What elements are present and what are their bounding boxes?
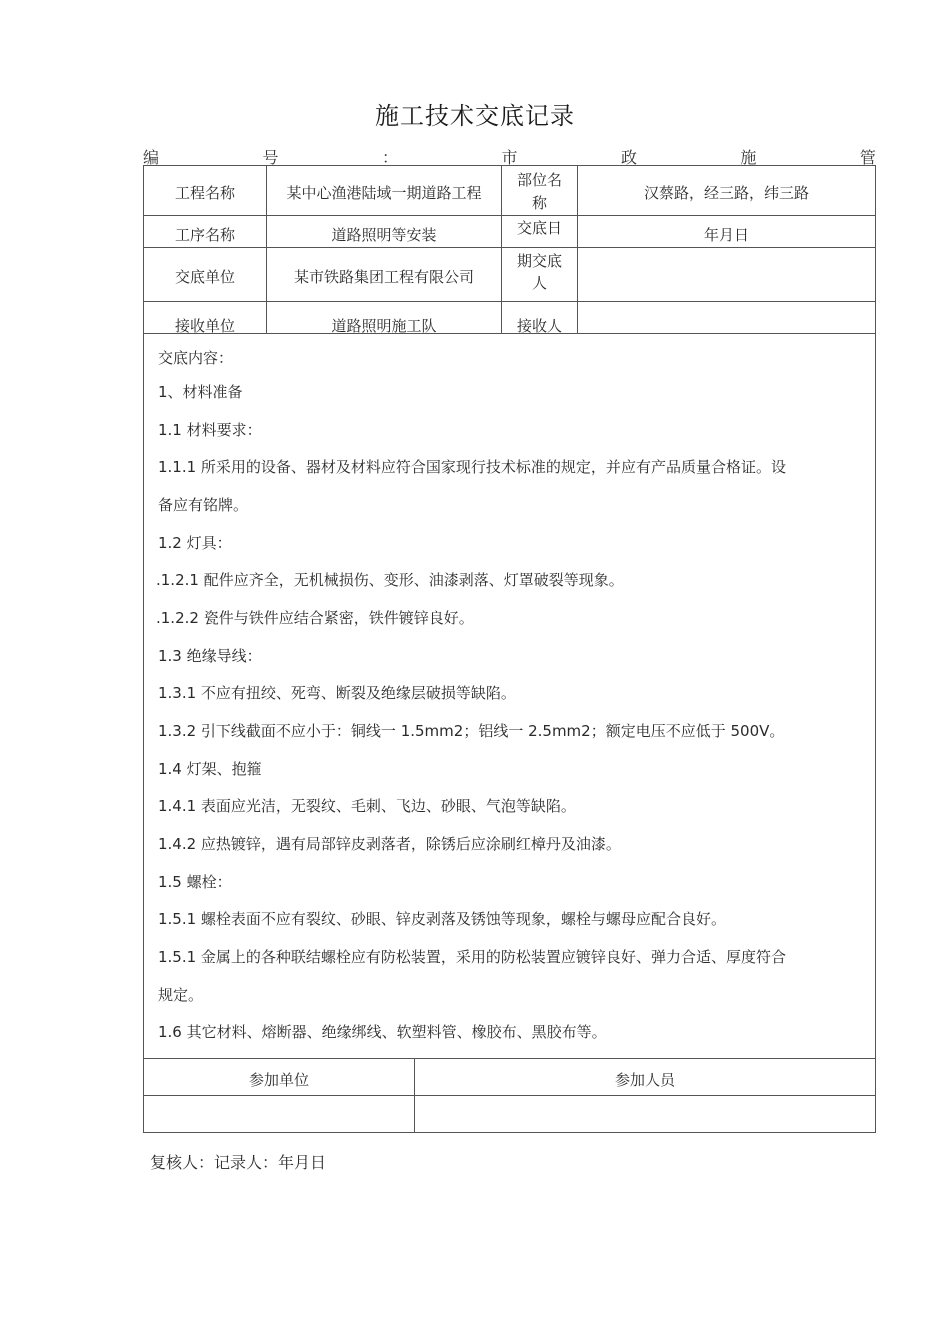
content-line: 1.3.2 引下线截面不应小于：铜线一 1.5mm2；铝线一 2.5mm2；额定电压不应低于 500V。: [158, 722, 785, 740]
content-line: 规定。: [158, 986, 204, 1004]
content-heading: 交底内容：: [158, 349, 234, 367]
participants-people-header: 参加人员: [614, 1071, 675, 1089]
project-value: 某中心渔港陆域一期道路工程: [286, 184, 482, 202]
project-value-cell: [266, 165, 502, 216]
serial-number-line: [143, 145, 876, 165]
serial-char: ：: [381, 148, 398, 167]
serial-char: 政: [620, 148, 637, 167]
receiver-unit-label: 接收单位: [174, 317, 235, 335]
unit-label-cell: [143, 247, 267, 302]
content-line: 1.4.1 表面应光洁，无裂纹、毛刺、飞边、砂眼、气泡等缺陷。: [158, 797, 576, 815]
part-value-cell: [577, 165, 876, 216]
content-line: 1.1.1 所采用的设备、器材及材料应符合国家现行技术标准的规定，并应有产品质量合格证。设: [158, 458, 786, 476]
content-line: 1.4 灯架、抱箍: [158, 760, 262, 778]
serial-char: 编: [143, 148, 160, 167]
date-label-cell: [501, 215, 578, 248]
unit-label: 交底单位: [174, 268, 235, 286]
person-label-cell: [501, 247, 578, 302]
content-line: 1.3 绝缘导线：: [158, 647, 262, 665]
content-line: .1.2.2 瓷件与铁件应结合紧密，铁件镀锌良好。: [156, 609, 474, 627]
content-line: 1.3.1 不应有扭绞、死弯、断裂及绝缘层破损等缺陷。: [158, 684, 516, 702]
serial-char: 号: [262, 148, 279, 167]
content-line: 备应有铭牌。: [158, 496, 249, 514]
process-value: 道路照明等安装: [331, 226, 437, 244]
receiver-unit-value-cell: [266, 301, 502, 334]
participants-unit-header-cell: [143, 1058, 415, 1096]
receiver-label: 接收人: [516, 317, 562, 335]
document-title: 施工技术交底记录: [375, 102, 575, 130]
part-label-cell: [501, 165, 578, 216]
serial-char: 市: [501, 148, 518, 167]
part-label-line1: 部位名: [516, 171, 562, 189]
person-label-line1: 期交底: [516, 252, 562, 270]
content-line: 1.2 灯具：: [158, 534, 232, 552]
footer-signatures: 复核人：记录人：年月日: [150, 1153, 327, 1172]
receiver-value-cell: [577, 301, 876, 334]
participants-people-value-cell: [414, 1095, 876, 1133]
content-line: 1.4.2 应热镀锌，遇有局部锌皮剥落者，除锈后应涂刷红樟丹及油漆。: [158, 835, 621, 853]
person-label-line2: 人: [531, 274, 547, 292]
content-line: .1.2.1 配件应齐全，无机械损伤、变形、油漆剥落、灯罩破裂等现象。: [156, 571, 624, 589]
serial-char: 施: [740, 148, 757, 167]
part-value: 汉蔡路，经三路，纬三路: [643, 184, 809, 202]
content-line: 1.5.1 金属上的各种联结螺栓应有防松装置，采用的防松装置应镀锌良好、弹力合适、厚度符合: [158, 948, 786, 966]
process-label: 工序名称: [174, 226, 235, 244]
participants-people-header-cell: [414, 1058, 876, 1096]
participants-unit-value-cell: [143, 1095, 415, 1133]
content-line: 1、材料准备: [158, 383, 243, 401]
part-label-line2: 称: [531, 194, 547, 212]
unit-value-cell: [266, 247, 502, 302]
date-label: 交底日: [516, 219, 562, 237]
process-label-cell: [143, 215, 267, 248]
person-value-cell: [577, 247, 876, 302]
project-label: 工程名称: [174, 184, 235, 202]
process-value-cell: [266, 215, 502, 248]
content-line: 1.6 其它材料、熔断器、绝缘绑线、软塑料管、橡胶布、黑胶布等。: [158, 1023, 607, 1041]
content-line: 1.5 螺栓：: [158, 873, 232, 891]
project-label-cell: [143, 165, 267, 216]
participants-unit-header: 参加单位: [248, 1071, 309, 1089]
receiver-unit-value: 道路照明施工队: [331, 317, 437, 335]
date-value: 年月日: [703, 226, 749, 244]
receiver-unit-label-cell: [143, 301, 267, 334]
serial-char: 管: [859, 148, 876, 167]
receiver-label-cell: [501, 301, 578, 334]
date-value-cell: [577, 215, 876, 248]
unit-value: 某市铁路集团工程有限公司: [293, 268, 474, 286]
content-line: 1.1 材料要求：: [158, 421, 262, 439]
content-line: 1.5.1 螺栓表面不应有裂纹、砂眼、锌皮剥落及锈蚀等现象，螺栓与螺母应配合良好。: [158, 910, 726, 928]
